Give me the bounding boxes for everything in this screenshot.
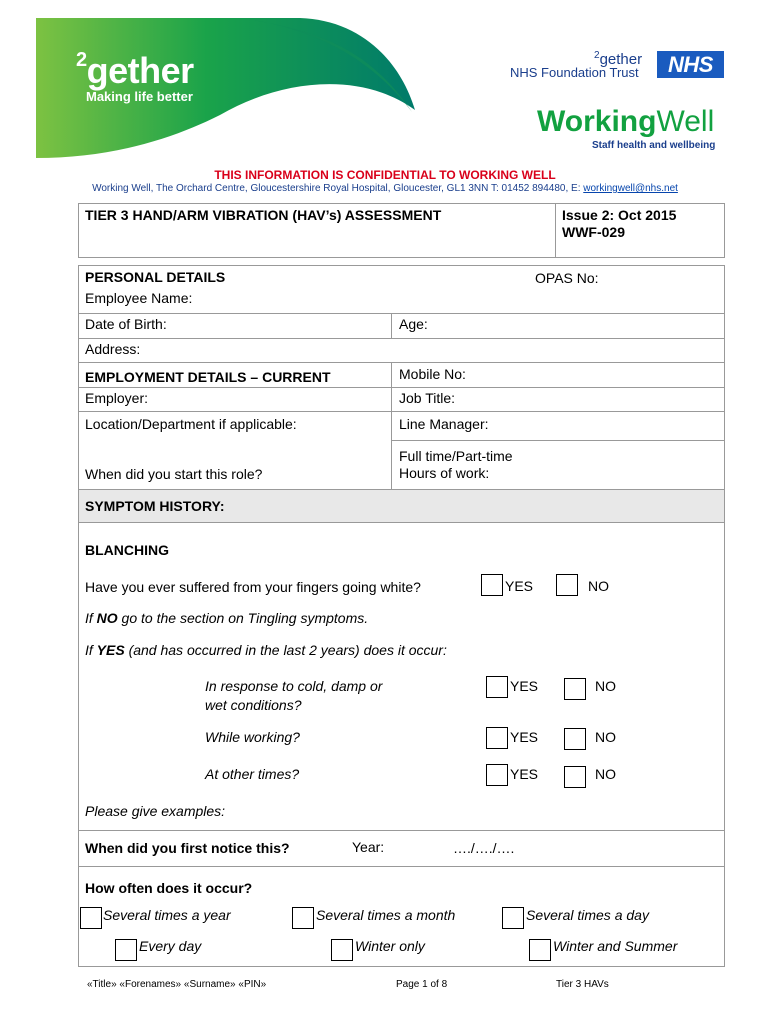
yes-label: YES: [505, 578, 534, 594]
footer-merge-fields: «Title» «Forenames» «Surname» «PIN»: [87, 979, 267, 990]
fingers-white-yes-checkbox[interactable]: [481, 574, 503, 596]
workingwell-logo: WorkingWell: [537, 105, 715, 138]
working-question: While working?: [205, 729, 300, 745]
footer-doc-name: Tier 3 HAVs: [556, 979, 609, 990]
how-often-heading: How often does it occur?: [85, 880, 253, 896]
symptom-history-heading: SYMPTOM HISTORY:: [85, 498, 225, 514]
trust-name: $^2$gether: [594, 50, 643, 68]
dob-label: Date of Birth:: [85, 316, 167, 332]
age-label: Age:: [399, 316, 428, 332]
other-no-checkbox[interactable]: [564, 766, 586, 788]
contact-address: Working Well, The Orchard Centre, Gloucestershire Royal Hospital, Gloucester, GL1 3NN T: 01452 894480, E: workingwell@nhs.net: [92, 183, 678, 194]
hours-label: Hours of work:: [399, 465, 490, 481]
fingers-white-question: Have you ever suffered from your fingers going white?: [85, 579, 421, 595]
if-no-instruction: If NO go to the section on Tingling symptoms.: [85, 610, 369, 626]
no-label: NO: [588, 578, 609, 594]
header-swoosh-graphic: [0, 0, 420, 165]
email-link[interactable]: workingwell@nhs.net: [583, 183, 678, 194]
nhs-logo: NHS: [657, 51, 724, 78]
logo-2gether: $^2$gether: [76, 49, 194, 91]
every-day-checkbox[interactable]: [115, 939, 137, 961]
confidential-notice: THIS INFORMATION IS CONFIDENTIAL TO WORKING WELL: [214, 168, 556, 182]
date-field[interactable]: …./…./….: [453, 840, 515, 856]
several-day-checkbox[interactable]: [502, 907, 524, 929]
blanching-heading: BLANCHING: [85, 542, 169, 558]
form-title: TIER 3 HAND/ARM VIBRATION (HAV’s) ASSESSMENT: [85, 207, 442, 223]
mobile-label: Mobile No:: [399, 366, 466, 382]
working-yes-checkbox[interactable]: [486, 727, 508, 749]
several-year-label: Several times a year: [103, 907, 231, 923]
opas-label: OPAS No:: [535, 270, 599, 286]
issue-label: Issue 2: Oct 2015: [562, 207, 677, 223]
yes-label: YES: [510, 766, 539, 782]
winter-summer-label: Winter and Summer: [553, 938, 678, 954]
start-role-label: When did you start this role?: [85, 466, 263, 482]
working-no-checkbox[interactable]: [564, 728, 586, 750]
footer-page-number: Page 1 of 8: [396, 979, 448, 990]
location-label: Location/Department if applicable:: [85, 416, 297, 432]
line-manager-label: Line Manager:: [399, 416, 489, 432]
fingers-white-no-checkbox[interactable]: [556, 574, 578, 596]
winter-only-checkbox[interactable]: [331, 939, 353, 961]
several-day-label: Several times a day: [526, 907, 649, 923]
job-title-label: Job Title:: [399, 390, 456, 406]
winter-summer-checkbox[interactable]: [529, 939, 551, 961]
year-label: Year:: [352, 839, 385, 855]
winter-only-label: Winter only: [355, 938, 425, 954]
no-label: NO: [595, 766, 616, 782]
fulltime-label: Full time/Part-time: [399, 448, 513, 464]
every-day-label: Every day: [139, 938, 202, 954]
trust-subtitle: NHS Foundation Trust: [510, 65, 639, 80]
workingwell-subtitle: Staff health and wellbeing: [592, 140, 716, 151]
first-notice-label: When did you first notice this?: [85, 840, 290, 856]
other-yes-checkbox[interactable]: [486, 764, 508, 786]
yes-label: YES: [510, 678, 539, 694]
other-times-question: At other times?: [205, 766, 300, 782]
employer-label: Employer:: [85, 390, 149, 406]
employee-name-label: Employee Name:: [85, 290, 193, 306]
no-label: NO: [595, 729, 616, 745]
cold-question-line2: wet conditions?: [205, 697, 302, 713]
several-year-checkbox[interactable]: [80, 907, 102, 929]
cold-yes-checkbox[interactable]: [486, 676, 508, 698]
several-month-checkbox[interactable]: [292, 907, 314, 929]
logo-tagline: Making life better: [86, 89, 193, 104]
yes-label: YES: [510, 729, 539, 745]
if-yes-instruction: If YES (and has occurred in the last 2 years) does it occur:: [85, 642, 447, 658]
address-label: Address:: [85, 341, 141, 357]
no-label: NO: [595, 678, 616, 694]
cold-question-line1: In response to cold, damp or: [205, 678, 383, 694]
cold-no-checkbox[interactable]: [564, 678, 586, 700]
several-month-label: Several times a month: [316, 907, 456, 923]
employment-heading: EMPLOYMENT DETAILS – CURRENT: [85, 369, 331, 385]
examples-label: Please give examples:: [85, 803, 226, 819]
form-ref: WWF-029: [562, 224, 625, 240]
personal-details-heading: PERSONAL DETAILS: [85, 269, 226, 285]
